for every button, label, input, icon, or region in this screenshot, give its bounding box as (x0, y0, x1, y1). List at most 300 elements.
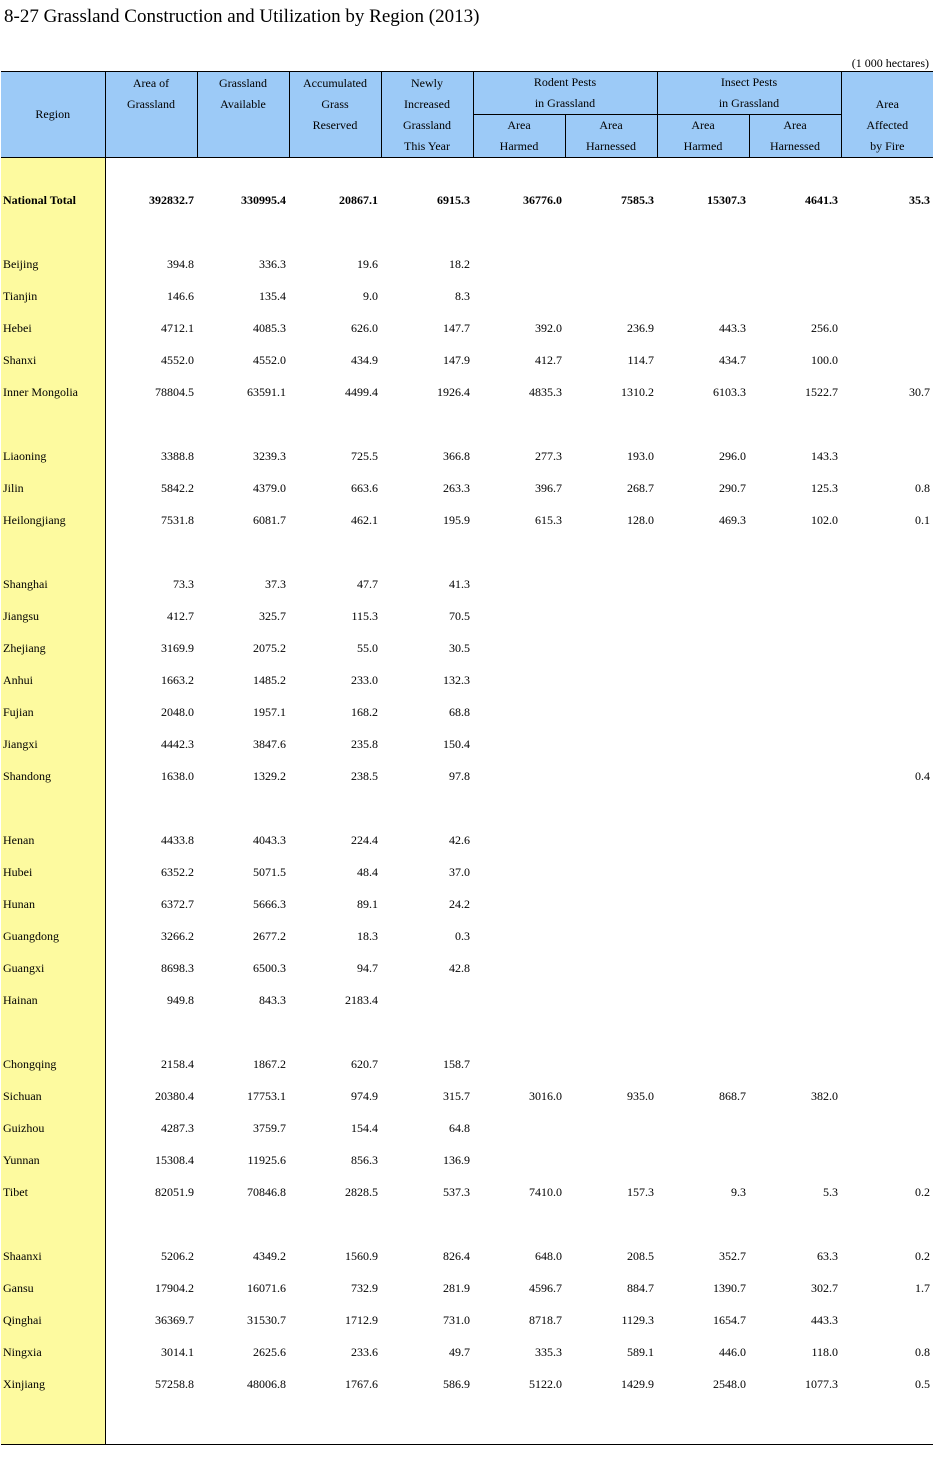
data-cell: 193.0 (627, 448, 654, 463)
data-cell (749, 248, 841, 280)
gap-cell (197, 216, 289, 248)
region-name: Yunnan (1, 1144, 105, 1176)
data-cell: 3266.2 (161, 928, 194, 943)
data-cell (657, 760, 749, 792)
header-line: Increased (404, 97, 450, 111)
data-cell: 17753.1 (247, 1088, 286, 1103)
data-cell: 856.3 (351, 1152, 378, 1167)
gap-cell (1, 408, 105, 440)
data-cell: 843.3 (259, 992, 286, 1007)
data-cell: 1957.1 (253, 704, 286, 719)
gap-cell (473, 1016, 565, 1048)
data-cell (749, 1112, 841, 1144)
header-line: Area of (132, 76, 170, 90)
data-cell: 143.3 (811, 448, 839, 463)
gap-cell (473, 408, 565, 440)
gap-cell (289, 216, 381, 248)
data-cell: 586.9 (443, 1376, 470, 1391)
gap-cell (197, 408, 289, 440)
gap-cell (565, 408, 657, 440)
data-cell: 330995.4 (241, 192, 286, 207)
data-cell: 0.5 (915, 1376, 931, 1391)
spacer-cell (381, 158, 473, 185)
data-cell: 19.6 (357, 256, 378, 271)
data-cell (749, 632, 841, 664)
data-cell: 1390.7 (713, 1280, 746, 1295)
header-line: Grassland (219, 76, 267, 90)
data-cell: 4835.3 (529, 384, 562, 399)
data-cell (841, 312, 933, 344)
header-line: in Grassland (534, 96, 596, 110)
data-cell: 615.3 (535, 512, 562, 527)
data-cell (565, 920, 657, 952)
gap-cell (381, 216, 473, 248)
header-line: Harnessed (770, 139, 820, 153)
table-row (1, 1304, 933, 1336)
data-cell: 648.0 (535, 1248, 562, 1263)
data-cell (841, 1112, 933, 1144)
region-name: Jiangsu (1, 600, 105, 632)
data-cell: 2158.4 (161, 1056, 194, 1071)
data-cell (841, 920, 933, 952)
data-cell: 336.3 (259, 256, 286, 271)
table-row (1, 984, 933, 1016)
gap-cell (197, 1016, 289, 1048)
data-cell: 100.0 (811, 352, 839, 367)
data-cell: 73.3 (173, 576, 194, 591)
data-cell: 36776.0 (523, 192, 562, 207)
table-row (1, 1336, 933, 1368)
region-name: Xinjiang (1, 1368, 105, 1400)
data-cell: 1429.9 (621, 1376, 654, 1391)
data-cell: 412.7 (167, 608, 194, 623)
data-cell (565, 1144, 657, 1176)
data-cell: 68.8 (449, 704, 470, 719)
data-cell: 0.2 (915, 1184, 931, 1199)
region-name: Shaanxi (1, 1240, 105, 1272)
region-name: Shanghai (1, 568, 105, 600)
national-total-row (1, 184, 933, 216)
data-cell: 63.3 (817, 1248, 839, 1263)
data-cell: 11925.6 (247, 1152, 286, 1167)
table-row (1, 1368, 933, 1400)
data-cell: 7410.0 (529, 1184, 562, 1199)
data-cell (749, 888, 841, 920)
data-cell: 157.3 (627, 1184, 654, 1199)
gap-cell (749, 1208, 841, 1240)
data-cell: 5122.0 (529, 1376, 562, 1391)
data-cell (473, 248, 565, 280)
gap-cell (565, 1016, 657, 1048)
gap-cell (657, 1016, 749, 1048)
gap-cell (657, 792, 749, 824)
grassland-table (1, 71, 933, 1445)
data-cell: 434.7 (719, 352, 746, 367)
data-cell: 42.8 (449, 960, 470, 975)
data-cell: 4552.0 (253, 352, 286, 367)
data-cell: 335.3 (535, 1344, 562, 1359)
data-cell: 4712.1 (161, 320, 194, 335)
data-cell: 4552.0 (161, 352, 194, 367)
group-gap-row (1, 216, 933, 248)
data-cell (657, 280, 749, 312)
region-name: Zhejiang (1, 632, 105, 664)
data-cell: 4085.3 (253, 320, 286, 335)
data-cell (657, 856, 749, 888)
gap-cell (289, 536, 381, 568)
unit-label: (1 000 hectares) (851, 56, 929, 70)
data-cell (565, 1112, 657, 1144)
data-cell: 147.7 (443, 320, 470, 335)
data-cell (473, 952, 565, 984)
data-cell: 663.6 (351, 480, 378, 495)
data-cell (841, 888, 933, 920)
data-cell (565, 824, 657, 856)
data-cell: 884.7 (627, 1280, 654, 1295)
data-cell: 24.2 (449, 896, 470, 911)
data-cell: 1310.2 (621, 384, 654, 399)
data-cell (749, 568, 841, 600)
data-cell (657, 664, 749, 696)
data-cell: 434.9 (351, 352, 378, 367)
region-name: Tianjin (1, 280, 105, 312)
header-line: by Fire (870, 139, 905, 153)
data-cell: 0.3 (455, 928, 470, 943)
data-cell: 4287.3 (161, 1120, 194, 1135)
data-cell (473, 632, 565, 664)
header-line: Harmed (499, 139, 539, 153)
data-cell: 382.0 (811, 1088, 839, 1103)
data-cell: 35.3 (909, 192, 931, 207)
group-gap-row (1, 792, 933, 824)
data-cell (565, 1048, 657, 1080)
data-cell (473, 888, 565, 920)
data-cell: 2183.4 (345, 992, 378, 1007)
gap-cell (105, 216, 197, 248)
header-line: in Grassland (718, 96, 780, 110)
data-cell: 5071.5 (253, 864, 286, 879)
data-cell: 352.7 (719, 1248, 746, 1263)
data-cell: 366.8 (443, 448, 470, 463)
spacer-row (1, 158, 933, 185)
data-cell: 732.9 (351, 1280, 378, 1295)
data-cell (749, 760, 841, 792)
data-cell (749, 600, 841, 632)
data-cell (473, 856, 565, 888)
data-cell: 125.3 (811, 480, 839, 495)
spacer-cell (1, 158, 105, 185)
data-cell: 9.0 (363, 288, 378, 303)
data-cell: 281.9 (443, 1280, 470, 1295)
spacer-cell (749, 1400, 841, 1445)
data-cell (657, 728, 749, 760)
spacer-cell (197, 158, 289, 185)
data-cell: 115.3 (351, 608, 378, 623)
gap-cell (841, 536, 933, 568)
data-cell (657, 1144, 749, 1176)
data-cell: 3016.0 (529, 1088, 562, 1103)
gap-cell (841, 408, 933, 440)
data-cell (749, 952, 841, 984)
data-cell (565, 248, 657, 280)
data-cell (565, 600, 657, 632)
data-cell: 7585.3 (621, 192, 654, 207)
data-cell: 5206.2 (161, 1248, 194, 1263)
data-cell: 5842.2 (161, 480, 194, 495)
gap-cell (197, 536, 289, 568)
data-cell: 97.8 (449, 768, 470, 783)
data-cell (841, 1048, 933, 1080)
data-cell: 235.8 (351, 736, 378, 751)
data-cell: 233.6 (351, 1344, 378, 1359)
data-cell (565, 856, 657, 888)
data-cell: 315.7 (443, 1088, 470, 1103)
data-cell: 1926.4 (437, 384, 470, 399)
data-cell: 3759.7 (253, 1120, 286, 1135)
data-cell: 8698.3 (161, 960, 194, 975)
region-name: Hubei (1, 856, 105, 888)
header-line: Reserved (312, 118, 358, 132)
data-cell: 325.7 (259, 608, 286, 623)
data-cell (657, 920, 749, 952)
data-cell (473, 280, 565, 312)
header-line: Area (507, 118, 531, 132)
data-cell: 1638.0 (161, 768, 194, 783)
table-row (1, 664, 933, 696)
gap-cell (1, 536, 105, 568)
gap-cell (197, 792, 289, 824)
spacer-cell (841, 1400, 933, 1445)
data-cell: 16071.6 (247, 1280, 286, 1295)
data-cell: 55.0 (357, 640, 378, 655)
header-line: Affected (866, 118, 909, 132)
data-cell (749, 280, 841, 312)
data-cell: 146.6 (167, 288, 194, 303)
spacer-cell (197, 1400, 289, 1445)
region-name: Shanxi (1, 344, 105, 376)
table-row (1, 952, 933, 984)
gap-cell (749, 1016, 841, 1048)
data-cell: 4641.3 (805, 192, 839, 207)
table-row (1, 856, 933, 888)
data-cell: 2677.2 (253, 928, 286, 943)
data-cell: 4349.2 (253, 1248, 286, 1263)
data-cell (657, 248, 749, 280)
region-name: Beijing (1, 248, 105, 280)
data-cell (841, 984, 933, 1016)
table-row (1, 1080, 933, 1112)
region-name: Hunan (1, 888, 105, 920)
data-cell: 392.0 (535, 320, 562, 335)
header-region: Region (1, 72, 105, 158)
data-cell: 224.4 (351, 832, 378, 847)
data-cell: 37.3 (265, 576, 286, 591)
gap-cell (289, 792, 381, 824)
data-cell (749, 1144, 841, 1176)
data-cell: 1712.9 (345, 1312, 378, 1327)
gap-cell (1, 1208, 105, 1240)
data-cell (657, 984, 749, 1016)
data-cell: 17904.2 (155, 1280, 194, 1295)
data-cell: 41.3 (449, 576, 470, 591)
gap-cell (381, 1016, 473, 1048)
data-cell: 5666.3 (253, 896, 286, 911)
data-cell (749, 984, 841, 1016)
data-cell: 94.7 (357, 960, 378, 975)
data-cell: 3014.1 (161, 1344, 194, 1359)
data-cell: 63591.1 (247, 384, 286, 399)
data-cell: 4499.4 (345, 384, 378, 399)
region-name: Inner Mongolia (1, 376, 105, 408)
group-gap-row (1, 536, 933, 568)
data-cell (841, 824, 933, 856)
data-cell: 236.9 (627, 320, 654, 335)
data-cell: 725.5 (351, 448, 378, 463)
spacer-cell (473, 1400, 565, 1445)
data-cell (565, 984, 657, 1016)
data-cell: 208.5 (627, 1248, 654, 1263)
gap-cell (749, 536, 841, 568)
region-name: Gansu (1, 1272, 105, 1304)
header-line: Area (691, 118, 715, 132)
data-cell (841, 664, 933, 696)
data-cell: 154.4 (351, 1120, 378, 1135)
data-cell: 6081.7 (253, 512, 286, 527)
data-cell: 2048.0 (161, 704, 194, 719)
data-cell: 18.2 (449, 256, 470, 271)
data-cell: 7531.8 (161, 512, 194, 527)
table-row (1, 1272, 933, 1304)
data-cell (565, 632, 657, 664)
data-cell: 102.0 (811, 512, 839, 527)
data-cell (841, 1144, 933, 1176)
data-cell: 238.5 (351, 768, 378, 783)
table-row (1, 632, 933, 664)
header-newly-increased (381, 72, 473, 158)
header-rodent-pests (473, 72, 657, 115)
spacer-cell (289, 1400, 381, 1445)
data-cell: 443.3 (811, 1312, 839, 1327)
region-name: Tibet (1, 1176, 105, 1208)
data-cell: 30.7 (909, 384, 931, 399)
data-cell: 868.7 (719, 1088, 746, 1103)
data-cell: 64.8 (449, 1120, 470, 1135)
gap-cell (473, 216, 565, 248)
header-accumulated-grass-reserved (289, 72, 381, 158)
data-cell: 1.7 (915, 1280, 931, 1295)
gap-cell (289, 408, 381, 440)
data-cell: 195.9 (443, 512, 470, 527)
data-cell (381, 984, 473, 1016)
data-cell: 6372.7 (161, 896, 194, 911)
gap-cell (565, 792, 657, 824)
gap-cell (381, 408, 473, 440)
page-title: 8-27 Grassland Construction and Utilization by Region (2013) (4, 6, 480, 27)
data-cell: 8.3 (455, 288, 470, 303)
data-cell: 974.9 (351, 1088, 378, 1103)
spacer-cell (841, 158, 933, 185)
header-fire (841, 72, 933, 158)
gap-cell (841, 792, 933, 824)
gap-cell (381, 536, 473, 568)
data-cell: 8718.7 (529, 1312, 562, 1327)
group-gap-row (1, 408, 933, 440)
data-cell: 6103.3 (713, 384, 746, 399)
data-cell (565, 280, 657, 312)
table-row (1, 1240, 933, 1272)
region-name: Chongqing (1, 1048, 105, 1080)
data-cell: 30.5 (449, 640, 470, 655)
data-cell (841, 440, 933, 472)
region-name: National Total (1, 184, 105, 216)
table-row (1, 376, 933, 408)
data-cell (841, 280, 933, 312)
data-cell: 268.7 (627, 480, 654, 495)
data-cell: 3169.9 (161, 640, 194, 655)
header-insect-area-harnessed (749, 115, 841, 158)
data-cell (473, 664, 565, 696)
data-cell: 20380.4 (155, 1088, 194, 1103)
data-cell: 136.9 (443, 1152, 470, 1167)
data-cell: 4379.0 (253, 480, 286, 495)
data-cell (657, 568, 749, 600)
spacer-cell (565, 1400, 657, 1445)
header-line: Area (783, 118, 807, 132)
header-line: Harnessed (586, 139, 636, 153)
data-cell: 263.3 (443, 480, 470, 495)
data-cell: 6352.2 (161, 864, 194, 879)
data-cell (841, 1304, 933, 1336)
data-cell: 47.7 (357, 576, 378, 591)
data-cell (841, 696, 933, 728)
region-name: Guangxi (1, 952, 105, 984)
data-cell: 233.0 (351, 672, 378, 687)
region-name: Hainan (1, 984, 105, 1016)
data-cell: 6915.3 (437, 192, 470, 207)
group-gap-row (1, 1016, 933, 1048)
data-cell: 1767.6 (345, 1376, 378, 1391)
group-gap-row (1, 1208, 933, 1240)
region-name: Guangdong (1, 920, 105, 952)
data-cell (657, 696, 749, 728)
data-cell: 537.3 (443, 1184, 470, 1199)
table-row (1, 888, 933, 920)
data-cell: 392832.7 (149, 192, 194, 207)
data-cell: 0.2 (915, 1248, 931, 1263)
data-cell (657, 600, 749, 632)
header-line: Area (875, 97, 899, 111)
data-cell: 1663.2 (161, 672, 194, 687)
data-cell: 1560.9 (345, 1248, 378, 1263)
table-row (1, 696, 933, 728)
data-cell: 826.4 (443, 1248, 470, 1263)
data-cell: 462.1 (351, 512, 378, 527)
data-cell (749, 664, 841, 696)
gap-cell (749, 792, 841, 824)
data-cell: 147.9 (443, 352, 470, 367)
data-cell: 0.1 (915, 512, 931, 527)
data-cell: 626.0 (351, 320, 378, 335)
data-cell (473, 760, 565, 792)
gap-cell (289, 1208, 381, 1240)
gap-cell (381, 1208, 473, 1240)
data-cell (749, 696, 841, 728)
region-name: Jilin (1, 472, 105, 504)
data-cell (473, 568, 565, 600)
data-cell: 620.7 (351, 1056, 378, 1071)
table-row (1, 344, 933, 376)
data-cell: 256.0 (811, 320, 839, 335)
